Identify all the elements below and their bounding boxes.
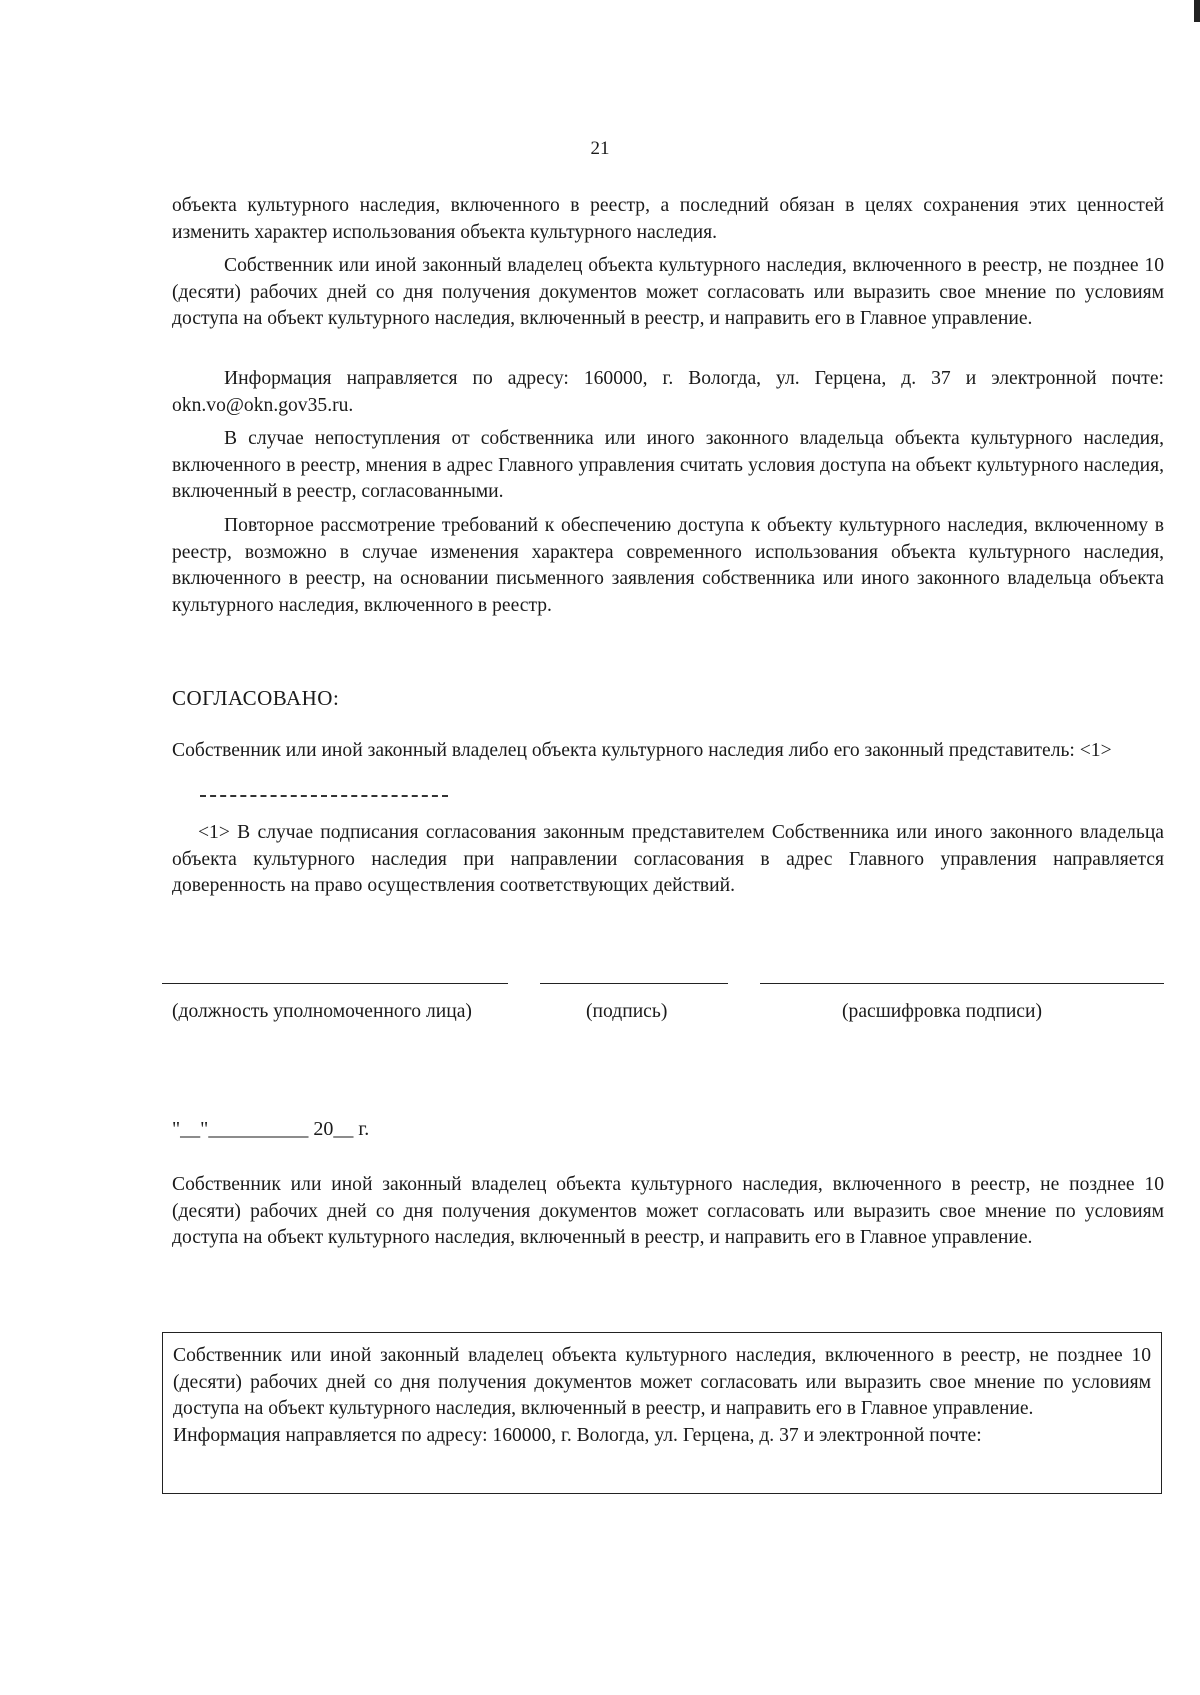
owner-representative-line: Собственник или иной законный владелец объекта культурного наследия либо его законный представитель: <1> xyxy=(172,740,1112,761)
paragraph-owner-response: Собственник или иной законный владелец объекта культурного наследия, включенного в реестр, не позднее 10 (десяти) рабочих дней со дня получения документов может согласовать или выразить свое мнение по условиям доступа на объект культурного наследия, включенный в реестр, и направить его в Главное управление. xyxy=(172,255,1164,329)
decoding-label: (расшифровка подписи) xyxy=(842,1001,1043,1022)
paragraph-no-response: В случае непоступления от собственника или иного законного владельца объекта культурного наследия, включенного в реестр, мнения в адрес Главного управления считать условия доступа на объект культурного наследия, включенный в реестр, согласованными. xyxy=(172,428,1164,502)
footnote-separator xyxy=(200,795,448,797)
signature-line xyxy=(540,983,728,984)
scan-edge-mark xyxy=(1194,0,1200,22)
paragraph-continuation: объекта культурного наследия, включенного в реестр, а последний обязан в целях сохранения этих ценностей изменить характер использования объекта культурного наследия. xyxy=(172,195,1164,243)
boxed-notice-main: Собственник или иной законный владелец объекта культурного наследия, включенного в реестр, не позднее 10 (десяти) рабочих дней со дня получения документов может согласовать или выразить свое мнение по условиям доступа на объект культурного наследия, включенный в реестр, и направить его в Главное управление. xyxy=(173,1345,1151,1419)
decoding-signature-line xyxy=(760,983,1164,984)
position-label: (должность уполномоченного лица) xyxy=(172,1001,472,1022)
signature-label: (подпись) xyxy=(586,1001,668,1022)
agreed-heading: СОГЛАСОВАНО: xyxy=(172,686,340,710)
date-line: "__"__________ 20__ г. xyxy=(172,1118,370,1140)
paragraph-address: Информация направляется по адресу: 160000, г. Вологда, ул. Герцена, д. 37 и электронной почте: okn.vo@okn.gov35.ru. xyxy=(172,368,1164,416)
owner-note: Собственник или иной законный владелец объекта культурного наследия, включенного в реестр, не позднее 10 (десяти) рабочих дней со дня получения документов может согласовать или выразить свое мнение по условиям доступа на объект культурного наследия, включенный в реестр, и направить его в Главное управление. xyxy=(172,1174,1164,1248)
footnote-text: <1> В случае подписания согласования законным представителем Собственника или иного законного владельца объекта культурного наследия при направлении согласования в адрес Главного управления направляется доверенность на право осуществления соответствующих действий. xyxy=(172,822,1164,896)
boxed-notice-address: Информация направляется по адресу: 160000, г. Вологда, ул. Герцена, д. 37 и электронной почте: xyxy=(173,1424,982,1446)
page-number: 21 xyxy=(590,138,610,159)
boxed-notice xyxy=(162,1332,1162,1494)
position-signature-line xyxy=(162,983,508,984)
paragraph-reconsideration: Повторное рассмотрение требований к обеспечению доступа к объекту культурного наследия, включенному в реестр, возможно в случае изменения характера современного использования объекта культурного наследия, включенного в реестр, на основании письменного заявления собственника или иного законного владельца объекта культурного наследия, включенного в реестр. xyxy=(172,515,1164,616)
